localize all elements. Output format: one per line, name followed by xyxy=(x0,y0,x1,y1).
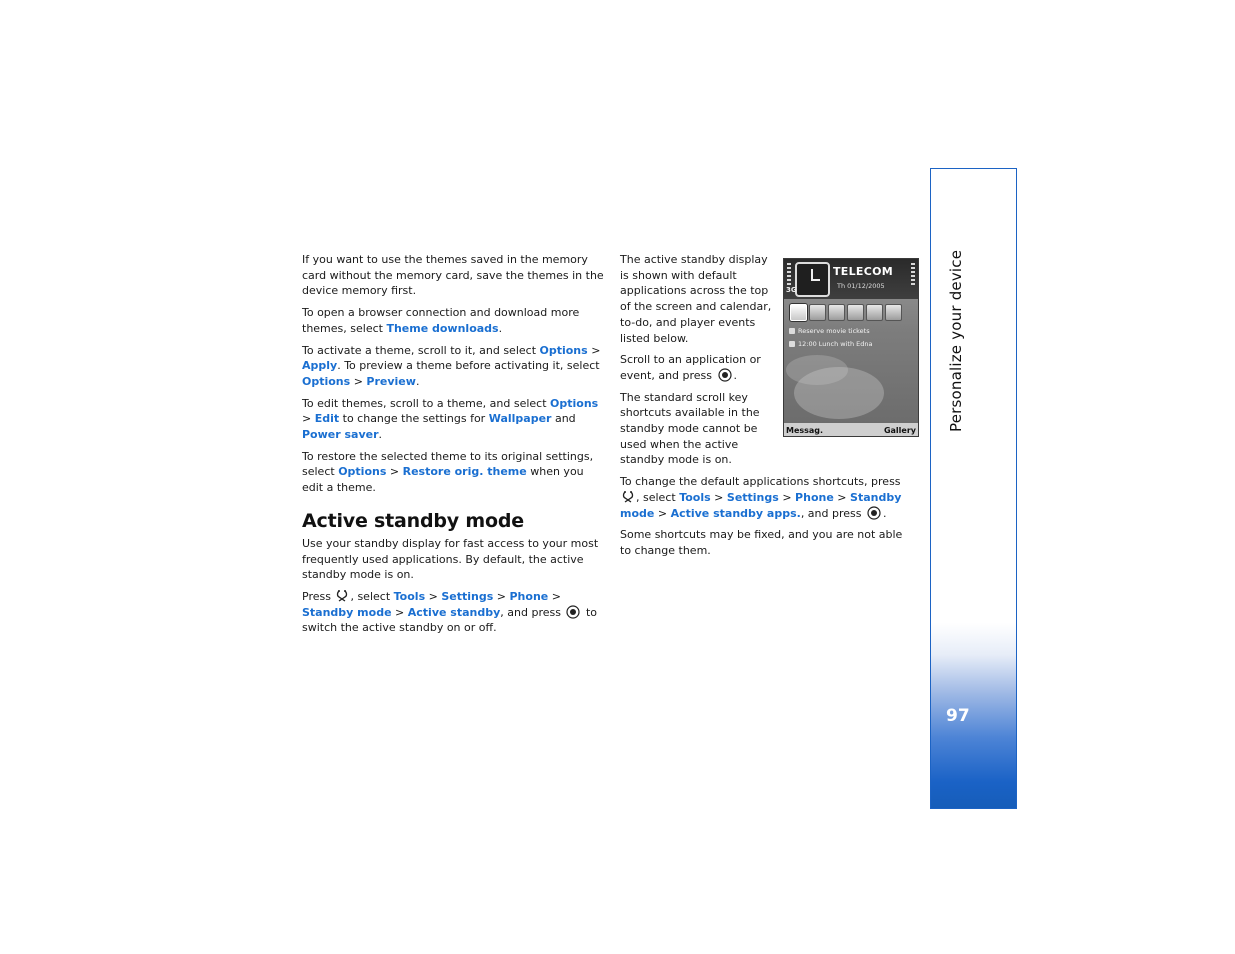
left-softkey-label: Messag. xyxy=(786,426,824,435)
text: > xyxy=(833,490,851,504)
scroll-key-icon xyxy=(718,368,732,382)
apply-term: Apply xyxy=(302,359,338,373)
standby-screen-illustration xyxy=(783,258,919,437)
music-app-icon xyxy=(847,304,864,321)
text: to change the settings for xyxy=(339,412,489,426)
text: , select xyxy=(350,589,394,603)
web-app-icon xyxy=(885,304,902,321)
section-heading: Active standby mode xyxy=(302,509,524,532)
paragraph-standby-intro: Use your standby display for fast access to your most frequently used applications. By default, the active standby mode is on. xyxy=(302,536,599,582)
messaging-app-icon xyxy=(790,304,807,321)
network-indicator: 3G xyxy=(786,286,797,294)
paragraph-fixed-shortcuts: Some shortcuts may be fixed, and you are not able to change them. xyxy=(620,528,903,557)
battery-bars-icon xyxy=(911,263,915,285)
edit-term: Edit xyxy=(314,412,340,426)
standby-mode-term: Standby mode xyxy=(620,490,902,520)
paragraph-edit-themes xyxy=(302,396,604,443)
settings-term: Settings xyxy=(441,589,494,603)
options-term: Options xyxy=(302,374,351,388)
text: > xyxy=(778,490,796,504)
mail-app-icon xyxy=(809,304,826,321)
text: To open a browser connection and download more themes, select xyxy=(302,306,580,335)
paragraph-scroll-select xyxy=(620,352,772,383)
menu-key-icon xyxy=(336,589,348,603)
signal-bars-icon xyxy=(787,263,791,285)
page-number: 97 xyxy=(946,706,970,726)
calendar-app-icon xyxy=(828,304,845,321)
event-text: 12:00 Lunch with Edna xyxy=(798,340,873,348)
date-label: Th 01/12/2005 xyxy=(837,282,885,290)
text: , select xyxy=(636,490,680,504)
clock-icon xyxy=(795,262,830,297)
text: > xyxy=(548,589,561,603)
todo-icon xyxy=(789,328,795,334)
operator-name: TELECOM xyxy=(833,265,894,278)
phone-term: Phone xyxy=(509,589,549,603)
text: > xyxy=(386,465,403,479)
paragraph-memory-card: If you want to use the themes saved in the memory card without the memory card, save the themes in the device memory first. xyxy=(302,253,604,298)
text: > xyxy=(350,374,367,388)
paragraph-standby-display: The active standby display is shown with default applications across the top of the screen and calendar, to-do, and player events listed below. xyxy=(620,253,772,345)
chapter-title: Personalize your device xyxy=(947,249,965,432)
left-column xyxy=(302,252,604,642)
tools-term: Tools xyxy=(679,490,711,504)
text: To activate a theme, scroll to it, and select xyxy=(302,343,540,357)
text: , and press xyxy=(800,506,865,520)
gallery-app-icon xyxy=(866,304,883,321)
paragraph-restore-theme xyxy=(302,449,604,496)
scroll-key-icon xyxy=(867,506,881,520)
phone-term: Phone xyxy=(795,490,834,504)
status-area xyxy=(784,259,918,299)
scroll-key-icon xyxy=(566,605,580,619)
standby-mode-term: Standby mode xyxy=(302,605,392,619)
text: . xyxy=(415,374,420,388)
active-standby-apps-term: Active standby apps. xyxy=(670,506,801,520)
text: when you edit a theme. xyxy=(302,465,584,495)
text: . xyxy=(883,506,887,520)
text: > xyxy=(493,589,510,603)
text: Press xyxy=(302,589,335,603)
options-term: Options xyxy=(539,343,588,357)
wallpaper-term: Wallpaper xyxy=(488,412,552,426)
options-term: Options xyxy=(550,396,599,410)
chapter-tab xyxy=(930,168,1017,809)
preview-term: Preview xyxy=(366,374,416,388)
text: to switch the active standby on or off. xyxy=(302,605,598,635)
tools-term: Tools xyxy=(393,589,426,603)
text: > xyxy=(654,506,671,520)
text: To change the default applications shortcuts, press xyxy=(620,475,901,489)
text: . xyxy=(378,428,383,442)
settings-term: Settings xyxy=(726,490,779,504)
paragraph-activate-theme xyxy=(302,343,604,390)
paragraph-download-themes xyxy=(302,305,604,336)
wallpaper-shape xyxy=(794,367,884,419)
active-standby-term: Active standby xyxy=(407,605,501,619)
application-shortcut-bar xyxy=(788,304,916,324)
text: To edit themes, scroll to a theme, and select xyxy=(302,396,551,410)
power-saver-term: Power saver xyxy=(302,428,379,442)
restore-orig-theme-term: Restore orig. theme xyxy=(402,465,527,479)
paragraph-scroll-shortcuts: The standard scroll key shortcuts available in the standby mode cannot be used when the active standby mode is on. xyxy=(620,390,760,467)
text: Scroll to an application or event, and press xyxy=(620,353,761,382)
paragraph-change-shortcuts xyxy=(620,474,910,521)
text: . xyxy=(498,321,503,335)
options-term: Options xyxy=(338,465,387,479)
text: > xyxy=(710,490,727,504)
right-softkey-label: Gallery xyxy=(883,426,916,435)
softkey-bar xyxy=(784,423,918,436)
event-item xyxy=(789,327,870,335)
text: . To preview a theme before activating it, select xyxy=(337,359,600,373)
menu-key-icon xyxy=(622,490,634,504)
text: and xyxy=(551,412,576,426)
event-item xyxy=(789,340,873,348)
text: , and press xyxy=(500,605,565,619)
calendar-event-icon xyxy=(789,341,795,347)
event-text: Reserve movie tickets xyxy=(798,327,870,335)
text: > xyxy=(587,343,601,357)
text: > xyxy=(391,605,408,619)
text: > xyxy=(425,589,442,603)
paragraph-standby-toggle xyxy=(302,589,604,636)
text: . xyxy=(733,368,738,382)
text: > xyxy=(302,412,315,426)
theme-downloads-term: Theme downloads xyxy=(386,321,499,335)
text: To restore the selected theme to its original settings, select xyxy=(302,449,594,479)
